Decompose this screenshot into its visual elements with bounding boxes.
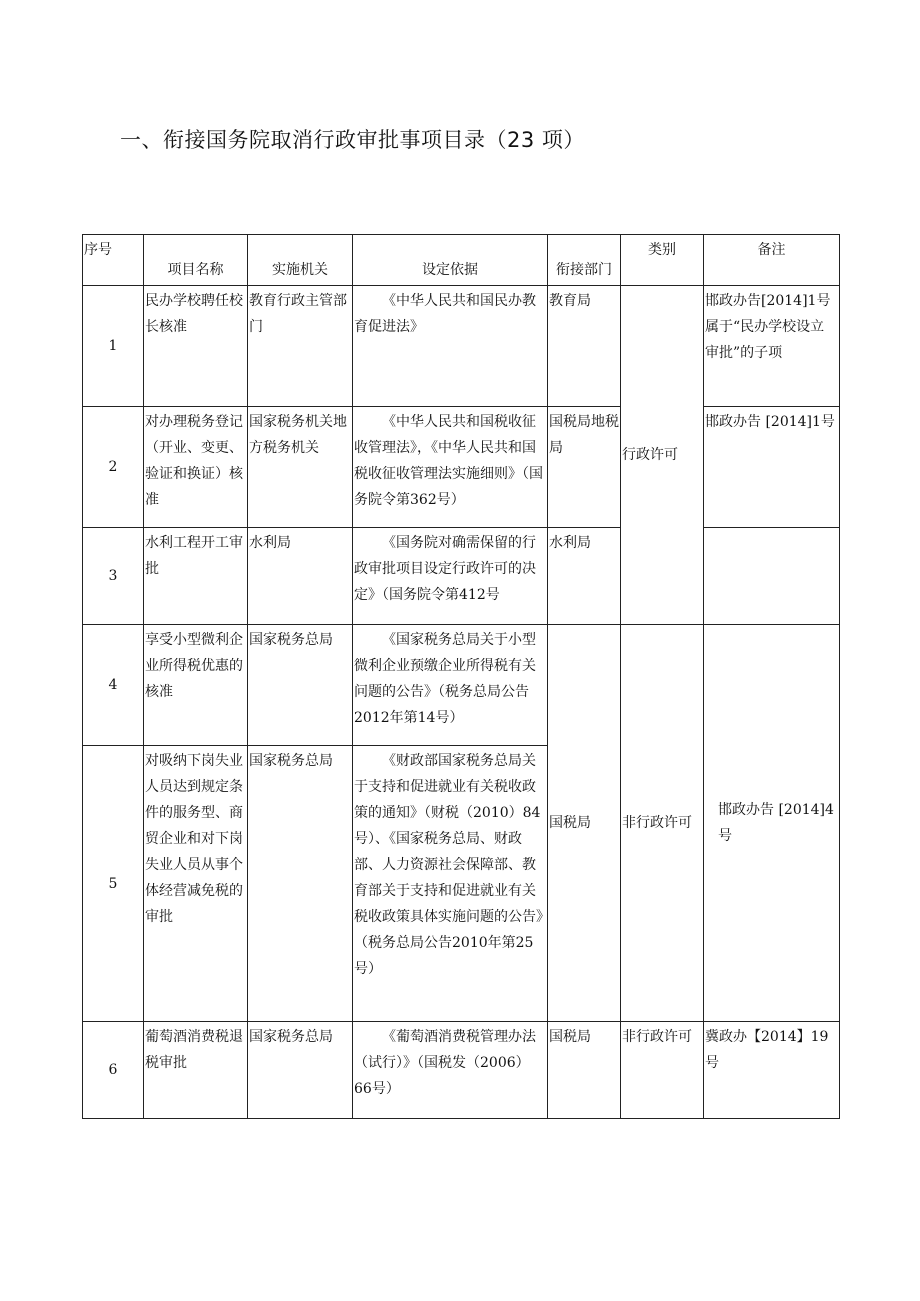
row-seq: 6 bbox=[83, 1022, 144, 1119]
row-name: 享受小型微利企业所得税优惠的核准 bbox=[144, 625, 248, 746]
row-name: 对吸纳下岗失业人员达到规定条件的服务型、商贸企业和对下岗失业人员从事个体经营减免税的审批 bbox=[144, 746, 248, 1022]
row-dept: 国税局地税局 bbox=[548, 407, 621, 528]
row-basis: 《中华人民共和国税收征收管理法》，《中华人民共和国税收征收管理法实施细则》（国务院令第362号） bbox=[353, 407, 548, 528]
row-agency: 国家税务总局 bbox=[248, 625, 353, 746]
row-note: 邯政办告 [2014]1号 bbox=[704, 407, 840, 528]
row-basis: 《中华人民共和国民办教育促进法》 bbox=[353, 286, 548, 407]
row-dept-merged: 国税局 bbox=[548, 625, 621, 1022]
row-category-merged: 非行政许可 bbox=[621, 625, 704, 1022]
row-dept: 国税局 bbox=[548, 1022, 621, 1119]
page-title: 一、衔接国务院取消行政审批事项目录（23 项） bbox=[120, 128, 585, 152]
row-name: 民办学校聘任校长核准 bbox=[144, 286, 248, 407]
row-dept: 水利局 bbox=[548, 528, 621, 625]
row-agency: 教育行政主管部门 bbox=[248, 286, 353, 407]
row-note-merged: 邯政办告 [2014]4号 bbox=[704, 625, 840, 1022]
row-agency: 水利局 bbox=[248, 528, 353, 625]
row-category: 非行政许可 bbox=[621, 1022, 704, 1119]
table-row bbox=[83, 286, 840, 407]
row-name: 对办理税务登记（开业、变更、验证和换证）核准 bbox=[144, 407, 248, 528]
row-name: 水利工程开工审批 bbox=[144, 528, 248, 625]
table-header-row bbox=[83, 235, 840, 286]
row-name: 葡萄酒消费税退税审批 bbox=[144, 1022, 248, 1119]
approval-items-table bbox=[82, 234, 840, 1119]
row-note bbox=[704, 528, 840, 625]
row-category-merged: 行政许可 bbox=[621, 286, 704, 625]
row-note: 邯政办告[2014]1号 属于“民办学校设立审批”的子项 bbox=[704, 286, 840, 407]
header-name: 项目名称 bbox=[144, 235, 248, 286]
row-agency: 国家税务总局 bbox=[248, 746, 353, 1022]
header-dept: 衔接部门 bbox=[548, 235, 621, 286]
row-basis: 《葡萄酒消费税管理办法（试行）》（国税发（2006）66号） bbox=[353, 1022, 548, 1119]
row-basis: 《国家税务总局关于小型微利企业预缴企业所得税有关问题的公告》（税务总局公告2012年第14号） bbox=[353, 625, 548, 746]
header-seq: 序号 bbox=[83, 235, 144, 286]
header-basis: 设定依据 bbox=[353, 235, 548, 286]
row-seq: 4 bbox=[83, 625, 144, 746]
row-seq: 2 bbox=[83, 407, 144, 528]
header-category: 类别 bbox=[621, 235, 704, 286]
row-seq: 5 bbox=[83, 746, 144, 1022]
table-row bbox=[83, 625, 840, 746]
row-agency: 国家税务总局 bbox=[248, 1022, 353, 1119]
row-seq: 1 bbox=[83, 286, 144, 407]
row-basis: 《国务院对确需保留的行政审批项目设定行政许可的决定》（国务院令第412号 bbox=[353, 528, 548, 625]
table-row bbox=[83, 1022, 840, 1119]
table-row bbox=[83, 407, 840, 528]
header-note: 备注 bbox=[704, 235, 840, 286]
row-basis: 《财政部国家税务总局关于支持和促进就业有关税收政策的通知》（财税（2010）84号）、《国家税务总局、财政部、人力资源社会保障部、教育部关于支持和促进就业有关税收政策具体实施问题的公告》（税务总局公告2010年第25号） bbox=[353, 746, 548, 1022]
row-note: 冀政办【2014】19号 bbox=[704, 1022, 840, 1119]
header-agency: 实施机关 bbox=[248, 235, 353, 286]
row-agency: 国家税务机关地方税务机关 bbox=[248, 407, 353, 528]
row-dept: 教育局 bbox=[548, 286, 621, 407]
row-seq: 3 bbox=[83, 528, 144, 625]
table-row bbox=[83, 528, 840, 625]
